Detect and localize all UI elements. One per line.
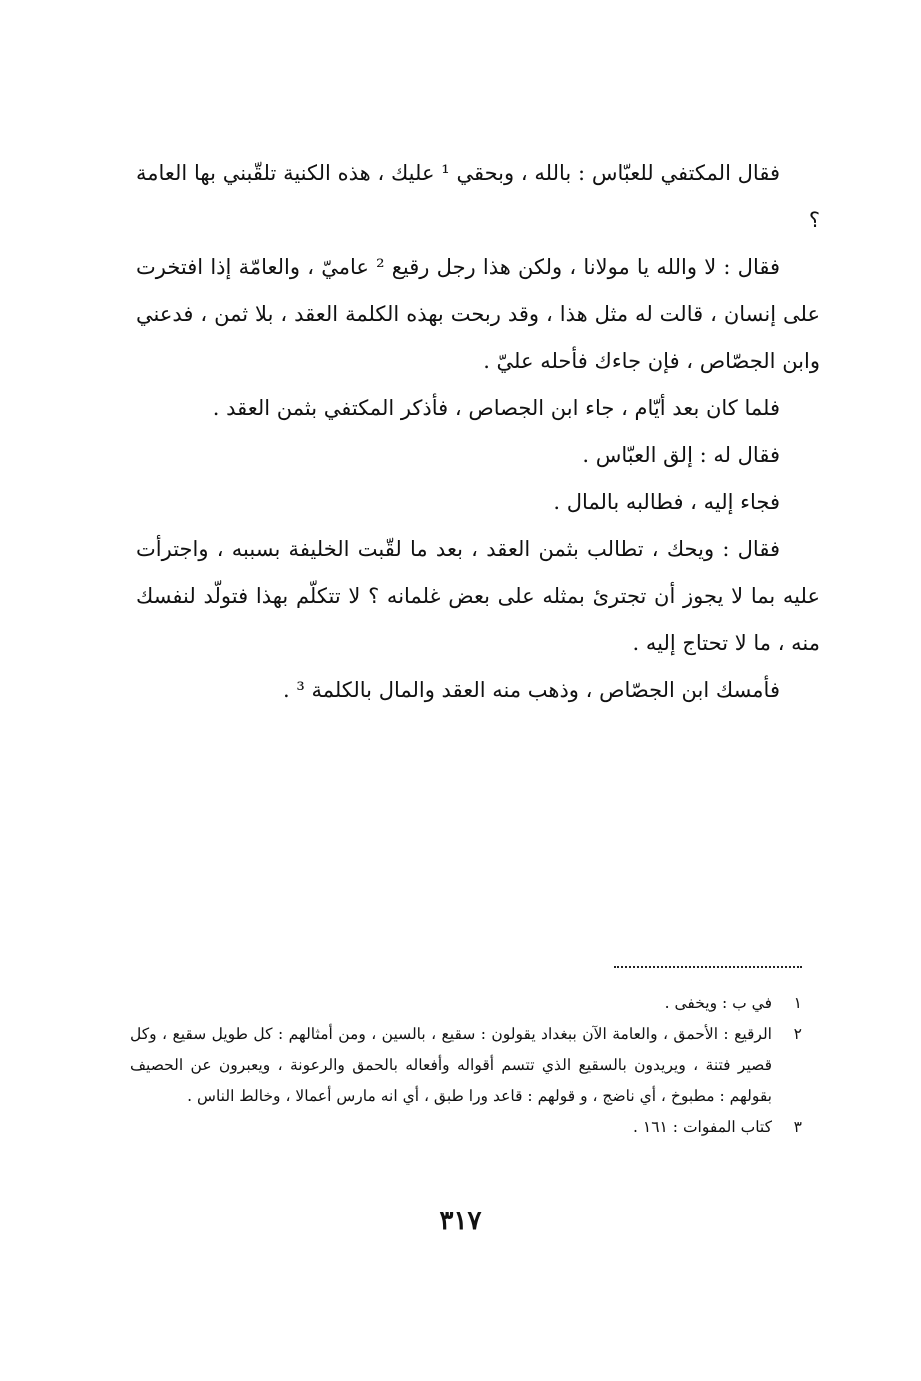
footnote-number: ٢ xyxy=(793,1025,802,1043)
paragraph-7: فأمسك ابن الجصّاص ، وذهب منه العقد والمال بالكلمة ³ . xyxy=(282,678,780,702)
footnote-2 xyxy=(130,1019,802,1112)
footnote-number: ٣ xyxy=(793,1118,802,1136)
footnote-text: الرقيع : الأحمق ، والعامة الآن ببغداد يقولون : سقيع ، بالسين ، ومن أمثالهم : كل طويل سقيع ، وكل قصير فتنة ، ويريدون بالسقيع الذي تتسم أقواله وأفعاله بالحمق والرعونة ، ويعبرون عن الحصيف بقولهم : مطبوخ ، أي ناضج ، و قولهم : قاعد ورا طبق ، أي انه مارس أعمالا ، وخالط الناس . xyxy=(130,1025,772,1105)
footnote-divider xyxy=(614,966,802,968)
footnote-3 xyxy=(130,1112,802,1143)
paragraph-6: فقال : ويحك ، تطالب بثمن العقد ، بعد ما لقّبت الخليفة بسببه ، واجترأت عليه بما لا يجوز أن تجترئ بمثله على بعض غلمانه ؟ لا تتكلّم بهذا فتولّد لنفسك منه ، ما لا تحتاج إليه . xyxy=(136,537,820,655)
paragraph-2: فقال : لا والله يا مولانا ، ولكن هذا رجل رقيع ² عاميّ ، والعامّة إذا افتخرت على إنسان ، قالت له مثل هذا ، وقد ربحت بهذه الكلمة العقد ، بلا ثمن ، فدعني وابن الجصّاص ، فإن جاءك فأحله عليّ . xyxy=(136,255,820,373)
paragraph-1: فقال المكتفي للعبّاس : بالله ، وبحقي ¹ عليك ، هذه الكنية تلقّبني بها العامة ؟ xyxy=(136,161,820,232)
footnote-text: في ب : ويخفى . xyxy=(664,994,772,1012)
footnote-number: ١ xyxy=(793,994,802,1012)
paragraph-5: فجاء إليه ، فطالبه بالمال . xyxy=(553,490,780,514)
main-text xyxy=(136,150,820,714)
paragraph-4: فقال له : إلق العبّاس . xyxy=(582,443,780,467)
footnote-text: كتاب المفوات : ١٦١ . xyxy=(633,1118,772,1136)
footnote-1 xyxy=(130,988,802,1019)
footnotes xyxy=(130,988,802,1143)
page-number: ٣١٧ xyxy=(439,1206,482,1236)
paragraph-3: فلما كان بعد أيّام ، جاء ابن الجصاص ، فأذكر المكتفي بثمن العقد . xyxy=(212,396,780,420)
